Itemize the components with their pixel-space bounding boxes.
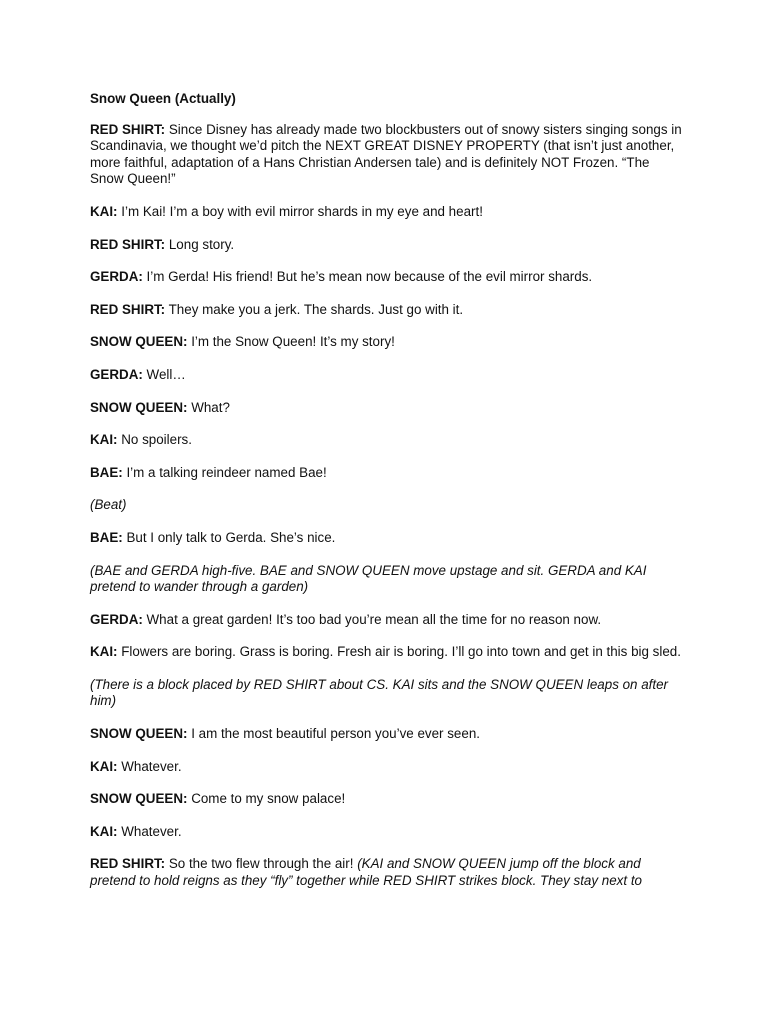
dialogue-text: Flowers are boring. Grass is boring. Fresh air is boring. I’ll go into town and get in this big sled. — [117, 644, 681, 660]
speaker-name: KAI: — [90, 758, 118, 774]
dialogue-line — [90, 856, 682, 889]
dialogue-text: Whatever. — [117, 758, 182, 774]
dialogue-line — [90, 204, 682, 221]
dialogue-text: I’m Gerda! His friend! But he’s mean now because of the evil mirror shards. — [142, 269, 593, 285]
speaker-name: SNOW QUEEN: — [90, 726, 188, 742]
dialogue-text: So the two flew through the air! — [165, 856, 358, 872]
stage-direction: (There is a block placed by RED SHIRT about CS. KAI sits and the SNOW QUEEN leaps on after him) — [90, 676, 669, 709]
dialogue-line — [90, 530, 682, 547]
dialogue-text: Come to my snow palace! — [187, 791, 346, 807]
speaker-name: RED SHIRT: — [90, 301, 166, 317]
speaker-name: SNOW QUEEN: — [90, 334, 188, 350]
speaker-name: GERDA: — [90, 366, 143, 382]
dialogue-text: They make you a jerk. The shards. Just go with it. — [165, 301, 464, 317]
speaker-name: RED SHIRT: — [90, 236, 166, 252]
dialogue-line — [90, 759, 682, 776]
dialogue-line — [90, 791, 682, 808]
dialogue-line — [90, 726, 682, 743]
script-page — [90, 91, 682, 906]
dialogue-text: Whatever. — [117, 823, 182, 839]
stage-direction: (BAE and GERDA high-five. BAE and SNOW QUEEN move upstage and sit. GERDA and KAI pretend to wander through a garden) — [90, 562, 647, 595]
dialogue-line — [90, 432, 682, 449]
dialogue-line — [90, 237, 682, 254]
dialogue-line — [90, 367, 682, 384]
dialogue-line — [90, 334, 682, 351]
speaker-name: KAI: — [90, 644, 118, 660]
dialogue-line — [90, 824, 682, 841]
dialogue-text: What a great garden! It’s too bad you’re mean all the time for no reason now. — [142, 611, 602, 627]
dialogue-line — [90, 302, 682, 319]
dialogue-text: What? — [187, 399, 230, 415]
dialogue-text: I am the most beautiful person you’ve ever seen. — [187, 726, 480, 742]
speaker-name: GERDA: — [90, 269, 143, 285]
speaker-name: KAI: — [90, 823, 118, 839]
script-lines — [90, 122, 682, 890]
speaker-name: KAI: — [90, 432, 118, 448]
dialogue-text: No spoilers. — [117, 432, 192, 448]
dialogue-line — [90, 465, 682, 482]
speaker-name: KAI: — [90, 203, 118, 219]
dialogue-line — [90, 400, 682, 417]
speaker-name: BAE: — [90, 464, 123, 480]
speaker-name: SNOW QUEEN: — [90, 791, 188, 807]
dialogue-line — [90, 644, 682, 661]
speaker-name: BAE: — [90, 529, 123, 545]
speaker-name: GERDA: — [90, 611, 143, 627]
dialogue-line — [90, 269, 682, 286]
speaker-name: RED SHIRT: — [90, 856, 166, 872]
dialogue-line — [90, 612, 682, 629]
inline-stage-direction: (KAI and SNOW QUEEN jump off the block and pretend to hold reigns as they “fly” together while RED SHIRT strikes block. They stay next to — [90, 856, 642, 889]
dialogue-text: Since Disney has already made two blockbusters out of snowy sisters singing songs in Scandinavia, we thought we’d pitch the NEXT GREAT DISNEY PROPERTY (that isn’t just another, more faithful, adaptation of a Hans Christian Andersen tale) and is definitely NOT Frozen. “The Snow Queen!” — [90, 121, 682, 187]
document-title: Snow Queen (Actually) — [90, 91, 236, 106]
dialogue-line — [90, 122, 682, 188]
dialogue-text: Well… — [142, 366, 186, 382]
stage-direction: (Beat) — [90, 497, 127, 513]
dialogue-text: I’m the Snow Queen! It’s my story! — [187, 334, 395, 350]
speaker-name: SNOW QUEEN: — [90, 399, 188, 415]
dialogue-text: But I only talk to Gerda. She’s nice. — [122, 529, 336, 545]
dialogue-text: I’m a talking reindeer named Bae! — [122, 464, 327, 480]
dialogue-text: I’m Kai! I’m a boy with evil mirror shards in my eye and heart! — [117, 203, 483, 219]
speaker-name: RED SHIRT: — [90, 121, 166, 137]
dialogue-text: Long story. — [165, 236, 235, 252]
